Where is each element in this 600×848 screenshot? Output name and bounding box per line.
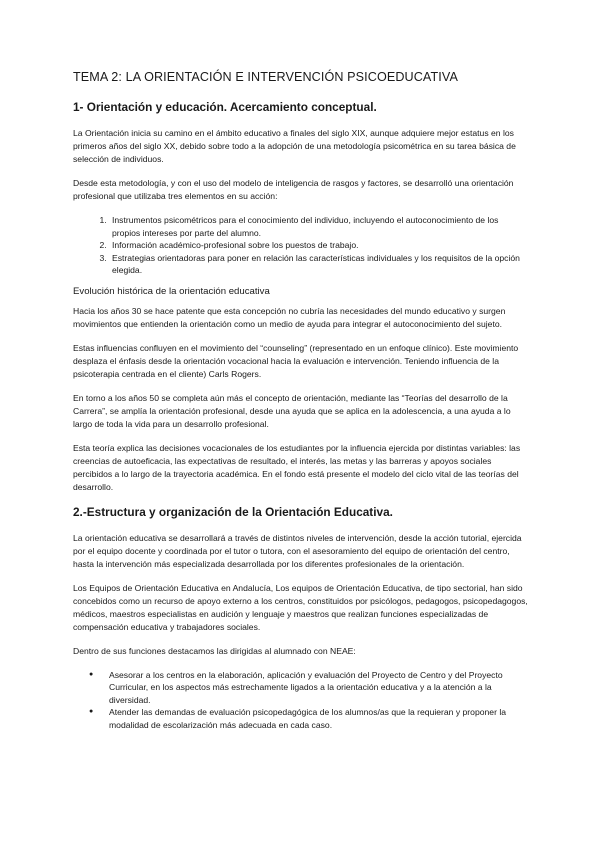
section-1-paragraph-6: Esta teoría explica las decisiones vocacionales de los estudiantes por la influencia ejercida por distintas variables: las creencias de autoeficacia, las expectativas de resultado, el interés, las metas y las barreras y apoyos sociales percibidos a lo largo de la trayectoria académica. En el fondo está presente el modelo del ciclo vital de las teorías del desarrollo. — [73, 442, 521, 492]
list-item: ● Asesorar a los centros en la elaboración, aplicación y evaluación del Proyecto de Centro y del Proyecto Curricular, en los aspectos más estrechamente ligados a la orientación educativa y a la atención a la diversidad. — [109, 669, 528, 707]
section-1-paragraph-4: Estas influencias confluyen en el movimiento del “counseling” (representado en un enfoque clínico). Este movimiento desplaza el énfasis desde la orientación vocacional hacia la evaluación e intervención. Teniendo influencia de la psicoterapia centrada en el cliente) Carls Rogers. — [73, 342, 519, 379]
list-item: 1. Instrumentos psicométricos para el conocimiento del individuo, incluyendo el autoconocimiento de los propios intereses por parte del alumno. — [109, 214, 528, 239]
section-1-paragraph-3: Hacia los años 30 se hace patente que esta concepción no cubría las necesidades del mundo educativo y surgen movimientos que entienden la orientación como un medio de ayuda para integrar el autoconocimiento del sujeto. — [73, 305, 506, 329]
elements-list — [73, 214, 528, 277]
section-1-paragraph-1: La Orientación inicia su camino en el ámbito educativo a finales del siglo XIX, aunque adquiere mejor estatus en los primeros años del siglo XX, debido sobre todo a la adopción de una metodología psicométrica en su tarea básica de selección de individuos. — [73, 128, 516, 164]
section-2-paragraph-2: Los Equipos de Orientación Educativa en Andalucía, Los equipos de Orientación Educativa, de tipo sectorial, han sido concebidos como un recurso de apoyo externo a los centros, constituidos por psicólogos, pedagogos, psicopedagogos, médicos, maestros especialistas en audición y lenguaje y maestros que realizan funciones especializadas de compensación educativa y trabajadores sociales. — [73, 582, 528, 632]
section-2-heading: 2.-Estructura y organización de la Orientación Educativa. — [73, 504, 393, 519]
document-title: TEMA 2: LA ORIENTACIÓN E INTERVENCIÓN PSICOEDUCATIVA — [73, 70, 458, 84]
section-1-heading: 1- Orientación y educación. Acercamiento conceptual. — [73, 100, 377, 114]
section-2-paragraph-1: La orientación educativa se desarrollará a través de distintos niveles de intervención, desde la acción tutorial, ejercida por el equipo docente y coordinada por el tutor o tutora, con el asesoramiento del equipo de orientación del centro, hasta la intervención más especializada desarrollada por los diferentes profesionales de la orientación. — [73, 532, 522, 569]
section-1-subheading: Evolución histórica de la orientación educativa — [73, 285, 270, 297]
section-1-paragraph-2: Desde esta metodología, y con el uso del modelo de inteligencia de rasgos y factores, se desarrolló una orientación profesional que utilizaba tres elementos en su acción: — [73, 178, 514, 201]
list-item: 3. Estrategias orientadoras para poner en relación las características individuales y los requisitos de la opción elegida. — [109, 252, 528, 277]
section-1-paragraph-5: En torno a los años 50 se completa aún más el concepto de orientación, mediante las “Teorías del desarrollo de la Carrera”, se amplía la orientación profesional, desde una ayuda que se aplica en la adolescencia, a una ayuda a lo largo de toda la vida para un desarrollo profesional. — [73, 392, 511, 429]
list-item: 2. Información académico-profesional sobre los puestos de trabajo. — [109, 239, 528, 252]
functions-list — [73, 669, 528, 732]
list-item: ● Atender las demandas de evaluación psicopedagógica de los alumnos/as que la requieran y proponer la modalidad de escolarización más adecuada en cada caso. — [109, 706, 528, 731]
section-2-paragraph-3: Dentro de sus funciones destacamos las dirigidas al alumnado con NEAE: — [73, 645, 356, 656]
